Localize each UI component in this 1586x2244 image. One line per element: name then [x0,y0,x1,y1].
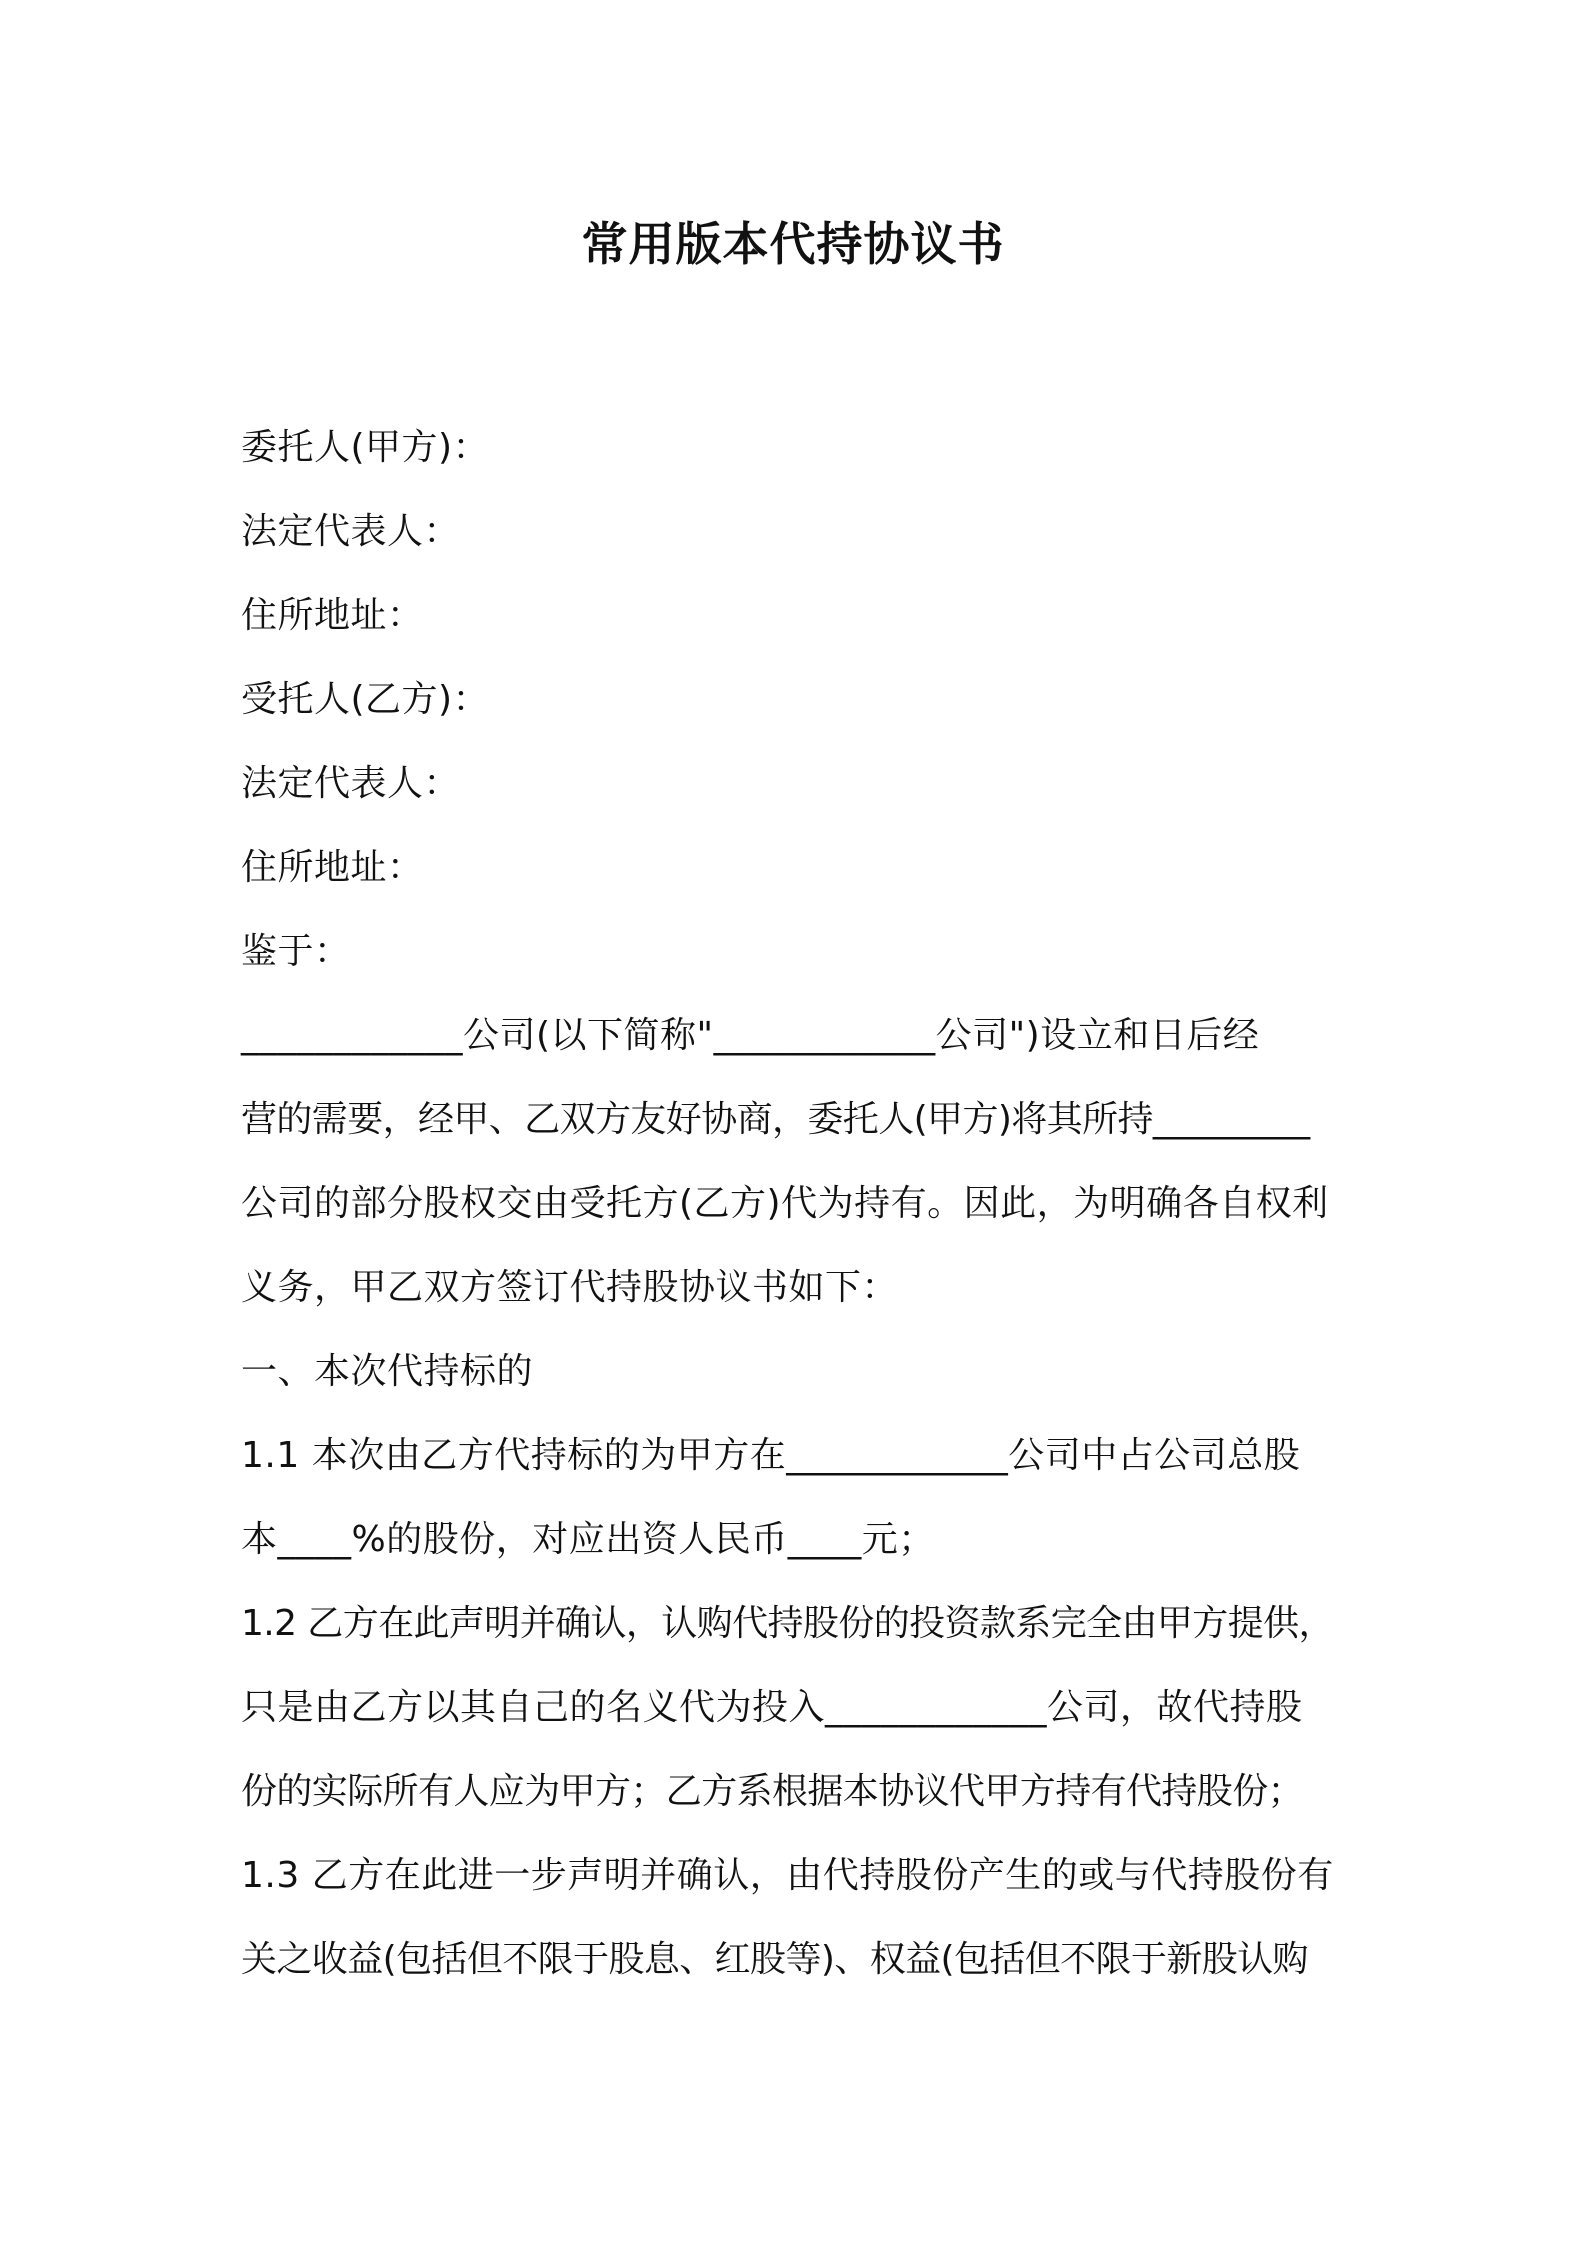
whereas-heading: 鉴于： [241,931,351,972]
party-a-legal-rep-line: 法定代表人： [241,511,461,552]
clause-line: 1.1 本次由乙方代持标的为甲方在____________公司中占公司总股 [241,1435,1301,1476]
section-heading: 一、本次代持标的 [241,1351,534,1392]
clause-line: 本____%的股份，对应出资人民币____元； [241,1519,935,1560]
party-a-line: 委托人(甲方)： [241,427,490,468]
paragraph-line: ____________公司(以下简称"____________公司")设立和日后经 [241,1015,1260,1056]
clause-line: 关之收益(包括但不限于股息、红股等)、权益(包括但不限于新股认购 [241,1939,1308,1980]
party-b-line: 受托人(乙方)： [241,679,490,720]
party-a-address-line: 住所地址： [241,595,424,636]
paragraph-line: 义务，甲乙双方签订代持股协议书如下： [241,1267,899,1308]
document-body [241,406,1361,2002]
clause-line: 只是由乙方以其自己的名义代为投入____________公司，故代持股 [241,1687,1303,1728]
clause-line: 1.2 乙方在此声明并确认，认购代持股份的投资款系完全由甲方提供， [241,1603,1334,1644]
party-b-address-line: 住所地址： [241,847,424,888]
party-b-legal-rep-line: 法定代表人： [241,763,461,804]
clause-line: 1.3 乙方在此进一步声明并确认，由代持股份产生的或与代持股份有 [241,1855,1334,1896]
paragraph-line: 营的需要，经甲、乙双方友好协商，委托人(甲方)将其所持_________ [241,1099,1310,1140]
paragraph-line: 公司的部分股权交由受托方(乙方)代为持有。因此，为明确各自权利 [241,1183,1329,1224]
document-title: 常用版本代持协议书 [581,217,1005,271]
clause-line: 份的实际所有人应为甲方；乙方系根据本协议代甲方持有代持股份； [241,1771,1304,1812]
